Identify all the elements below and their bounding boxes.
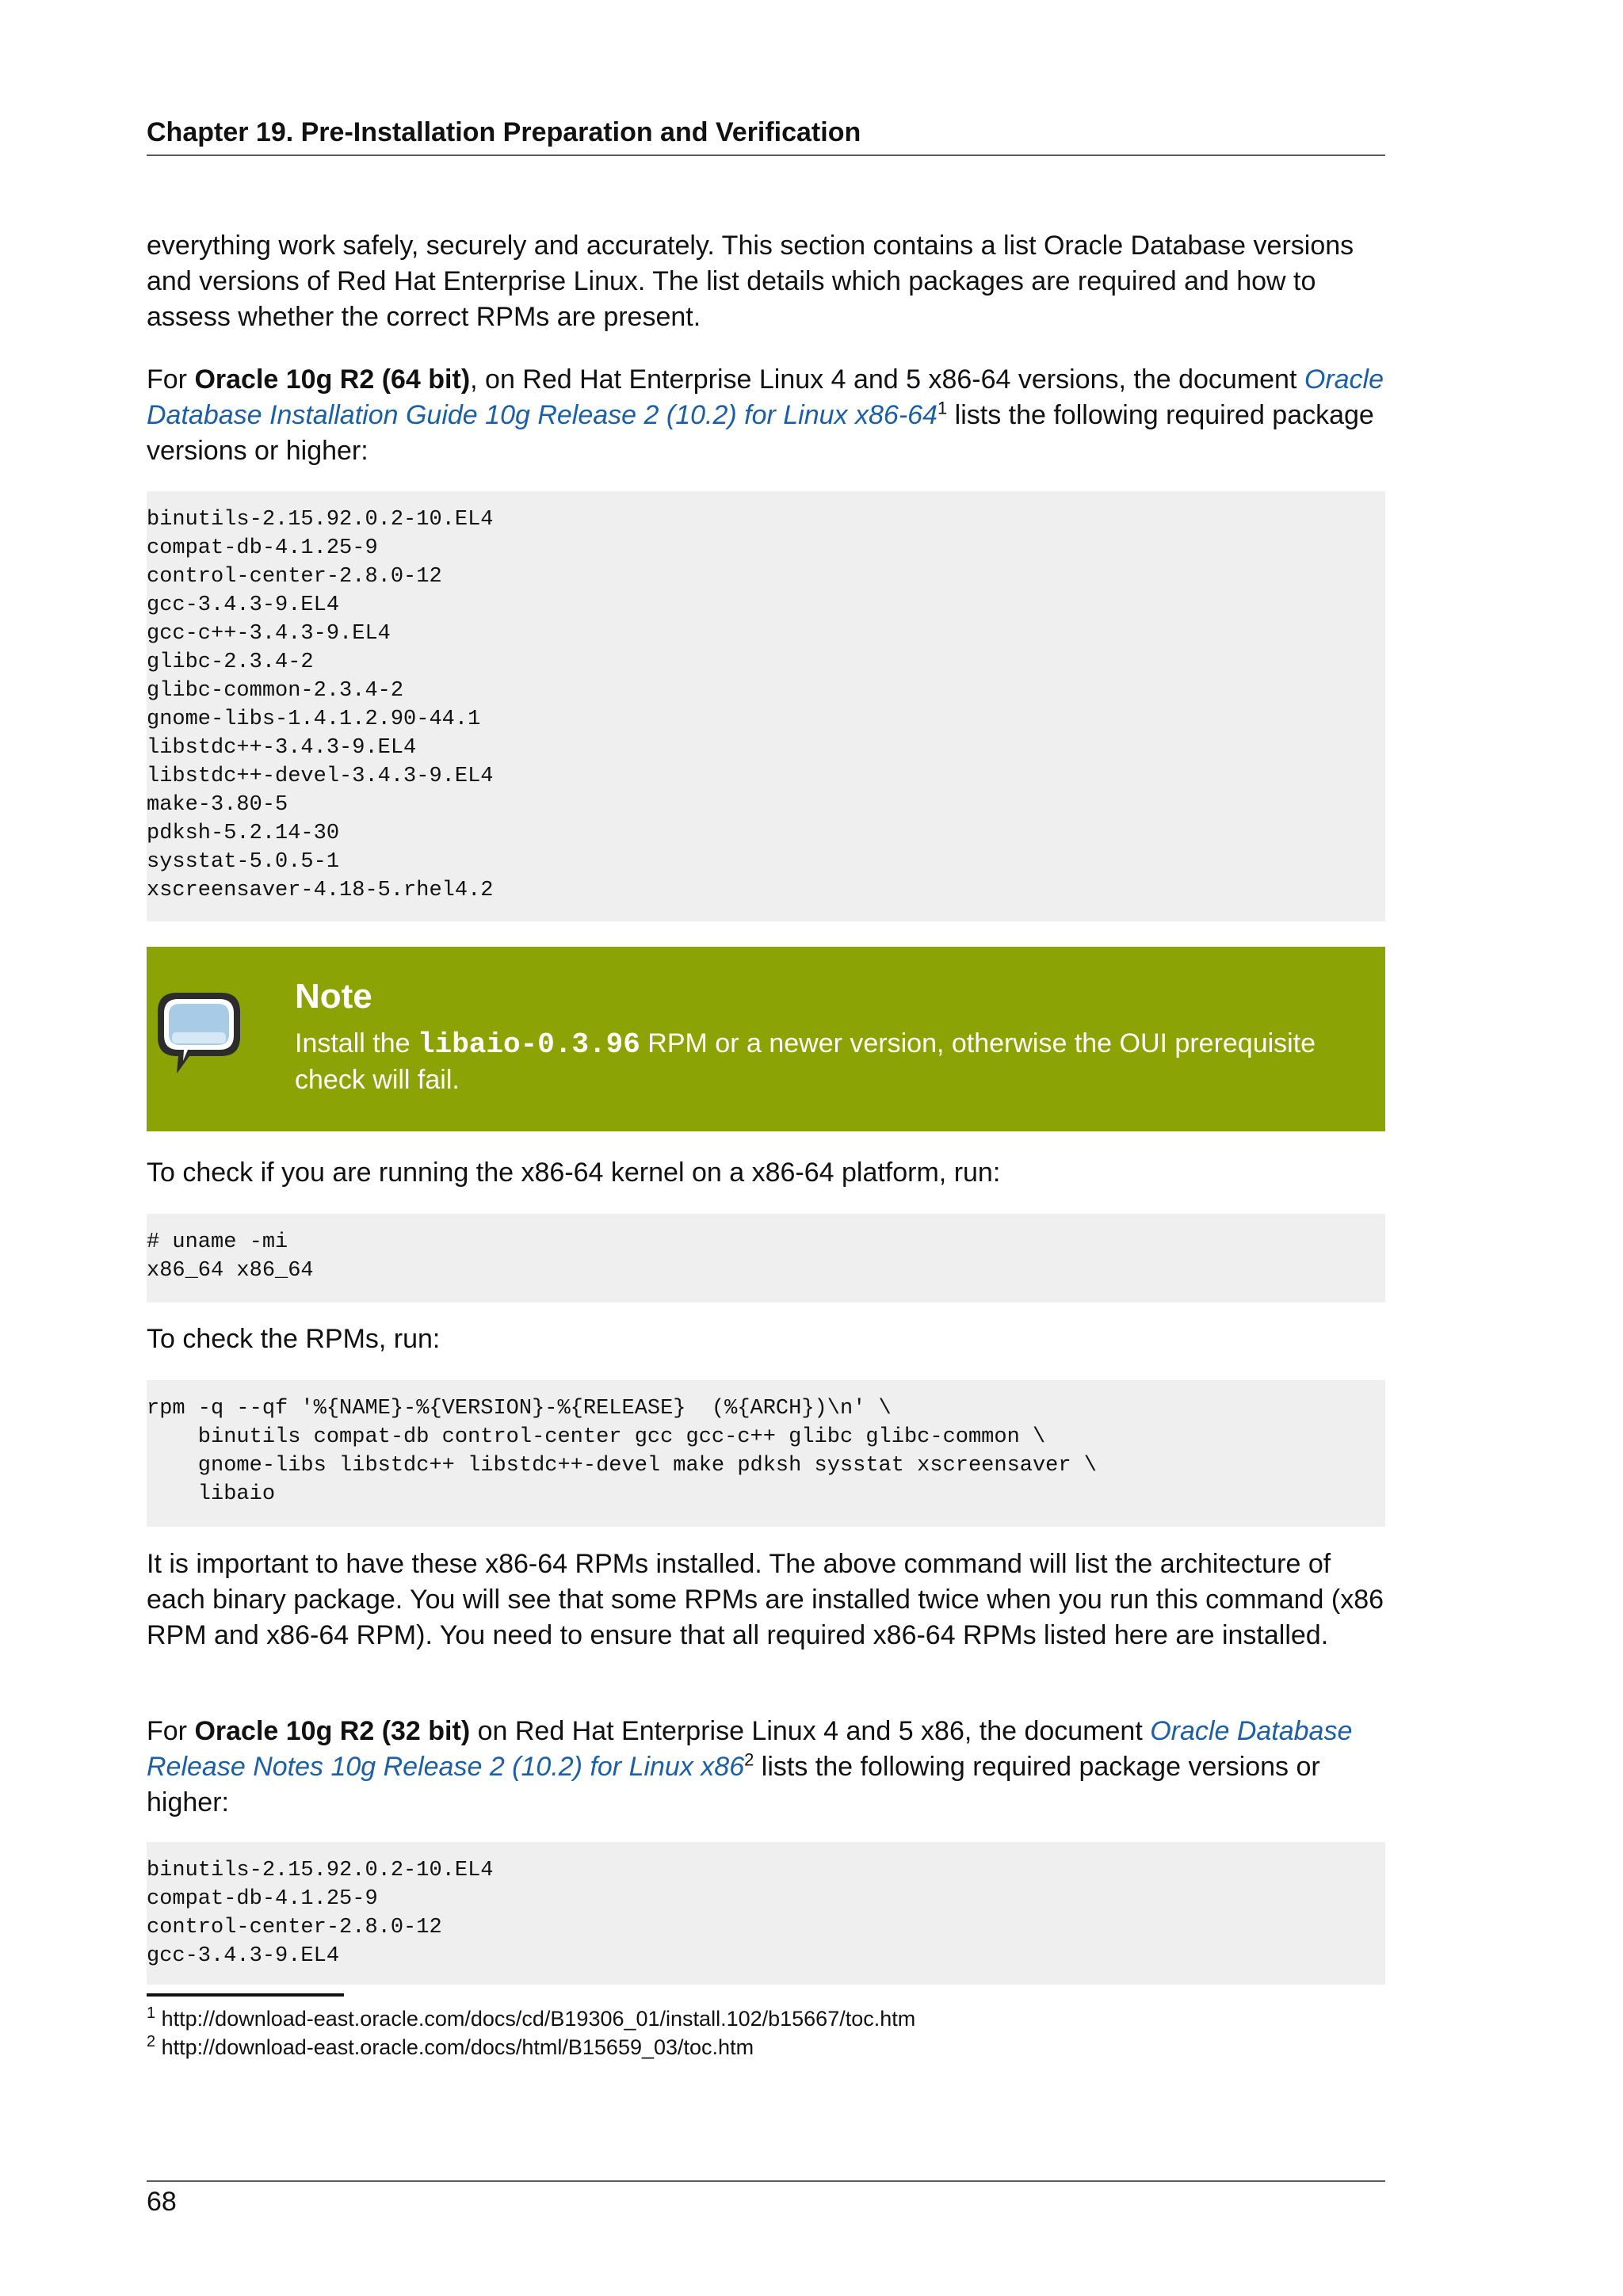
chapter-header: Chapter 19. Pre-Installation Preparation and Verification	[147, 113, 1385, 156]
code-text: binutils-2.15.92.0.2-10.EL4 compat-db-4.1.25-9 control-center-2.8.0-12 gcc-3.4.3-9.EL4 gcc-c++-3.4.3-9.EL4 glibc-2.3.4-2 glibc-common-2.3.4-2 gnome-libs-1.4.1.2.90-44.1 libstdc++-3.4.3-9.EL4 libstdc++-devel-3.4.3-9.EL4 make-3.80-5 pdksh-5.2.14-30 sysstat-5.0.5-1 xscreensaver-4.18-5.rhel4.2	[147, 491, 1385, 921]
doc-link-install-guide[interactable]: Oracle Database Installation Guide 10g Release 2 (10.2) for Linux x86-64	[147, 364, 1384, 430]
note-text	[295, 1026, 1341, 1098]
text-suffix: lists the following required package versions or higher:	[147, 1752, 1320, 1817]
text-middle: , on Red Hat Enterprise Linux 4 and 5 x86-64 versions, the document	[470, 364, 1304, 395]
bold-product: Oracle 10g R2 (32 bit)	[194, 1716, 471, 1746]
doc-link-release-notes[interactable]: Oracle Database Release Notes 10g Release 2 (10.2) for Linux x86	[147, 1716, 1353, 1782]
footnote-ref[interactable]: 1	[937, 398, 948, 418]
footnote-1	[147, 2004, 915, 2033]
code-block-rpm-query	[147, 1380, 1385, 1527]
note-code: libaio-0.3.96	[417, 1028, 640, 1061]
note-text-suffix: RPM or a newer version, otherwise the OUI prerequisite check will fail.	[295, 1028, 1316, 1095]
footnote-number: 1	[147, 2004, 156, 2022]
speech-bubble-icon	[153, 986, 245, 1078]
footnote-divider	[147, 1993, 344, 1997]
code-block-uname	[147, 1214, 1385, 1302]
page-number: 68	[147, 2187, 177, 2217]
paragraph-64bit	[147, 362, 1385, 469]
code-text: # uname -mi x86_64 x86_64	[147, 1214, 1385, 1302]
footnote-url[interactable]: http://download-east.oracle.com/docs/html/B15659_03/toc.htm	[161, 2035, 754, 2059]
footnote-ref[interactable]: 2	[744, 1749, 754, 1770]
code-block-packages-64	[147, 491, 1385, 921]
note-box	[147, 947, 1385, 1131]
code-text: rpm -q --qf '%{NAME}-%{VERSION}-%{RELEASE} (%{ARCH})\n' \ binutils compat-db control-center gcc gcc-c++ glibc glibc-common \ gnome-libs libstdc++ libstdc++-devel make pdksh sysstat xscreensaver \ libaio	[147, 1380, 1385, 1527]
paragraph-x86-64-importance	[147, 1547, 1385, 1653]
text-middle: on Red Hat Enterprise Linux 4 and 5 x86, the document	[470, 1716, 1151, 1746]
paragraph-check-kernel	[147, 1155, 1385, 1191]
bold-product: Oracle 10g R2 (64 bit)	[194, 364, 471, 395]
note-text-prefix: Install the	[295, 1028, 418, 1058]
paragraph-32bit	[147, 1714, 1385, 1821]
footnote-2	[147, 2033, 754, 2061]
note-title: Note	[295, 977, 372, 1016]
text-prefix: For	[147, 364, 195, 395]
paragraph-text: everything work safely, securely and accurately. This section contains a list Oracle Database versions and versions of Red Hat Enterprise Linux. The list details which packages are required and how to assess whether the correct RPMs are present.	[147, 231, 1354, 332]
paragraph-text: To check the RPMs, run:	[147, 1324, 441, 1354]
paragraph-check-rpms	[147, 1322, 1385, 1357]
code-text: binutils-2.15.92.0.2-10.EL4 compat-db-4.1.25-9 control-center-2.8.0-12 gcc-3.4.3-9.EL4	[147, 1842, 1385, 1985]
paragraph-text: It is important to have these x86-64 RPMs installed. The above command will list the architecture of each binary package. You will see that some RPMs are installed twice when you run this command (x86 RPM and x86-64 RPM). You need to ensure that all required x86-64 RPMs listed here are installed.	[147, 1549, 1384, 1650]
text-suffix: lists the following required package versions or higher:	[147, 400, 1374, 466]
text-prefix: For	[147, 1716, 195, 1746]
footer-divider	[147, 2180, 1385, 2182]
paragraph-text: To check if you are running the x86-64 kernel on a x86-64 platform, run:	[147, 1158, 1001, 1188]
footnote-number: 2	[147, 2033, 156, 2050]
footnote-url[interactable]: http://download-east.oracle.com/docs/cd/B19306_01/install.102/b15667/toc.htm	[161, 2007, 916, 2031]
paragraph-intro	[147, 228, 1385, 335]
code-block-packages-32	[147, 1842, 1385, 1985]
